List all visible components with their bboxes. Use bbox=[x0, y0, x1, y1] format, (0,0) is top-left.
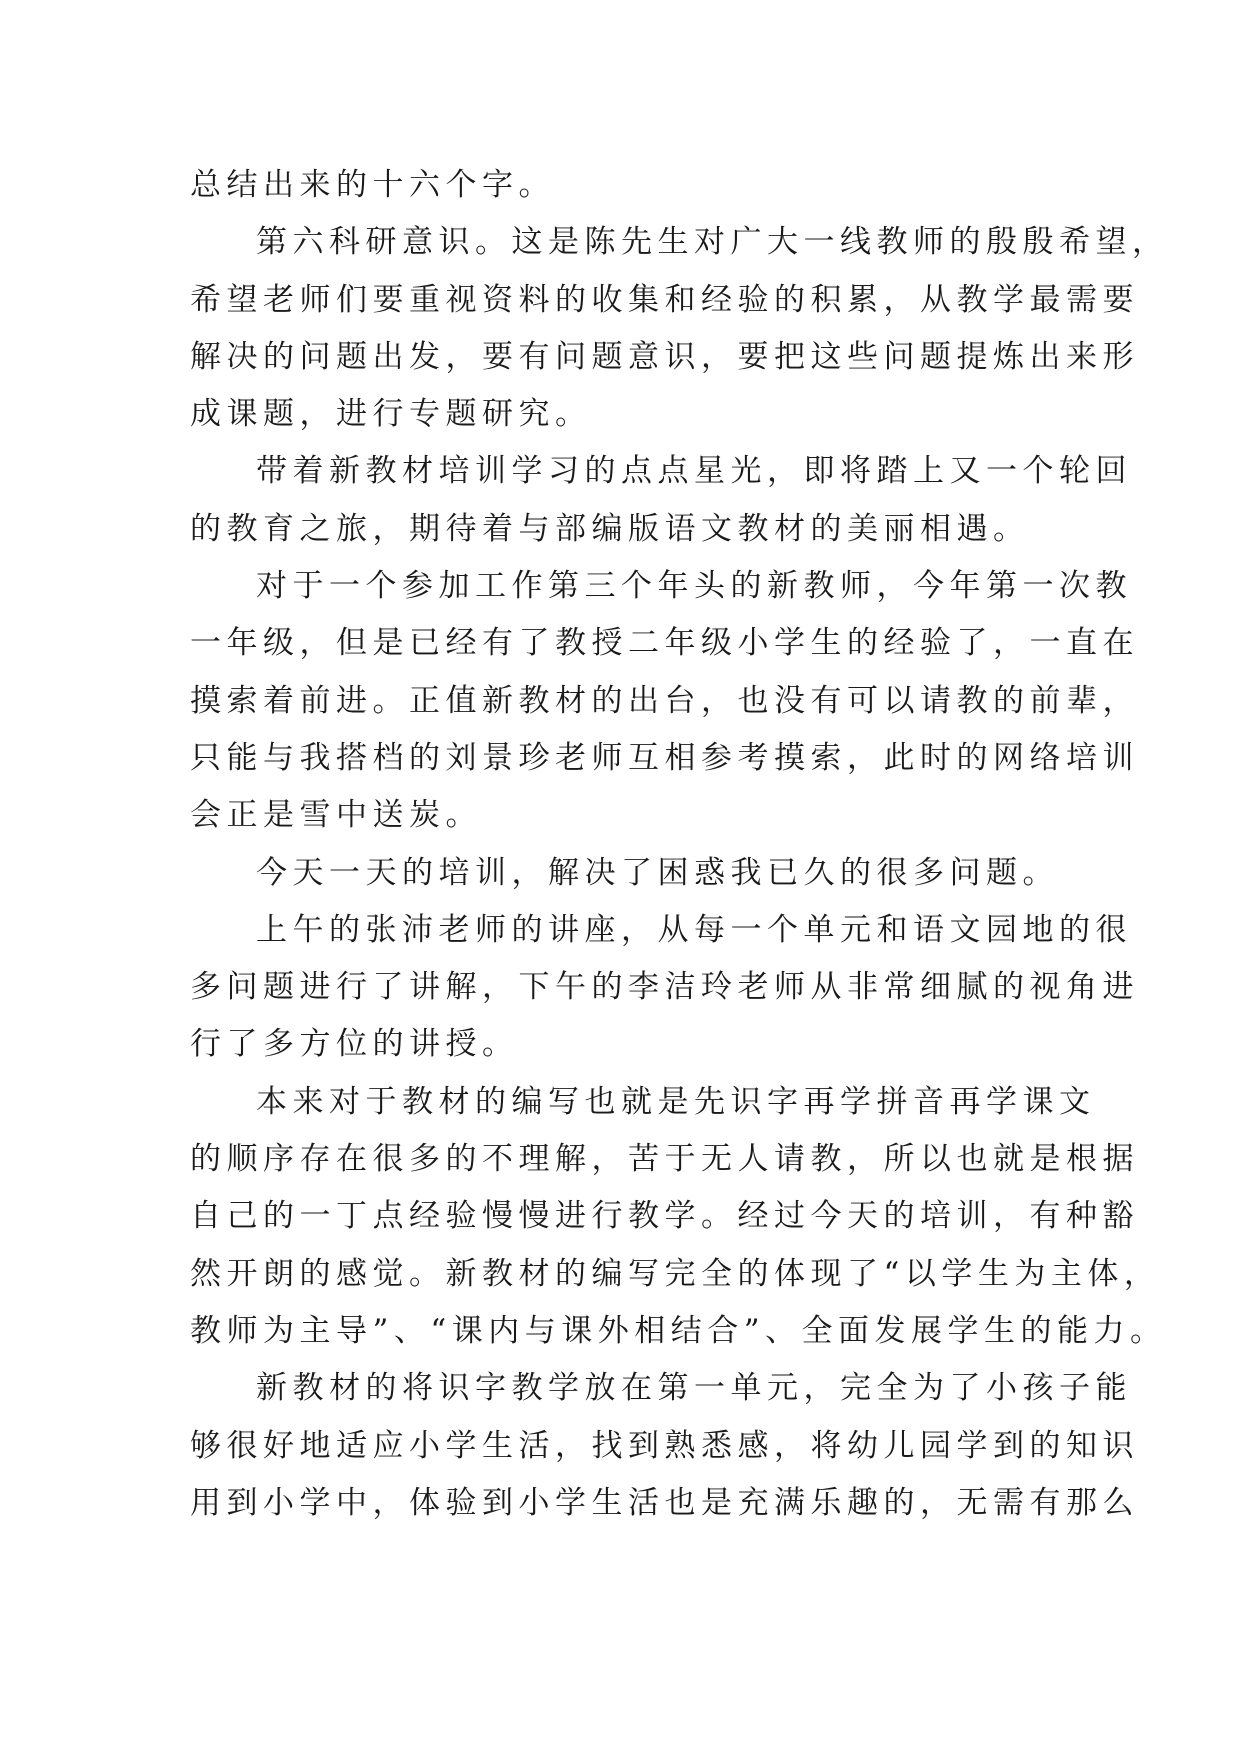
text-line: 会正是雪中送炭。 bbox=[190, 797, 482, 834]
text-line: 的教育之旅，期待着与部编版语文教材的美丽相遇。 bbox=[190, 510, 1030, 547]
document-body bbox=[190, 157, 1169, 1532]
text-line: 新教材的将识字教学放在第一单元，完全为了小孩子能 bbox=[256, 1370, 1132, 1407]
text-line: 第六科研意识。这是陈先生对广大一线教师的殷殷希望， bbox=[256, 224, 1169, 261]
text-line: 的顺序存在很多的不理解，苦于无人请教，所以也就是根据 bbox=[190, 1141, 1139, 1178]
text-line: 用到小学中，体验到小学生活也是充满乐趣的，无需有那么 bbox=[190, 1484, 1139, 1521]
text-line: 教师为主导”、“课内与课外相结合”、全面发展学生的能力。 bbox=[190, 1312, 1167, 1349]
text-line: 上午的张沛老师的讲座，从每一个单元和语文园地的很 bbox=[256, 911, 1132, 948]
text-line: 自己的一丁点经验慢慢进行教学。经过今天的培训，有种豁 bbox=[190, 1198, 1139, 1235]
text-line: 行了多方位的讲授。 bbox=[190, 1026, 519, 1063]
text-line: 本来对于教材的编写也就是先识字再学拼音再学课文 bbox=[256, 1083, 1096, 1120]
text-line: 希望老师们要重视资料的收集和经验的积累，从教学最需要 bbox=[190, 281, 1139, 318]
text-line: 总结出来的十六个字。 bbox=[190, 167, 555, 203]
text-line: 一年级，但是已经有了教授二年级小学生的经验了，一直在 bbox=[190, 625, 1139, 662]
text-line: 摸索着前进。正值新教材的出台，也没有可以请教的前辈， bbox=[190, 682, 1139, 719]
text-line: 够很好地适应小学生活，找到熟悉感，将幼儿园学到的知识 bbox=[190, 1427, 1139, 1464]
text-line: 多问题进行了讲解，下午的李洁玲老师从非常细腻的视角进 bbox=[190, 969, 1139, 1006]
text-line: 成课题，进行专题研究。 bbox=[190, 396, 592, 433]
text-line: 解决的问题出发，要有问题意识，要把这些问题提炼出来形 bbox=[190, 338, 1139, 375]
text-line: 对于一个参加工作第三个年头的新教师，今年第一次教 bbox=[256, 568, 1132, 605]
text-line: 今天一天的培训，解决了困惑我已久的很多问题。 bbox=[256, 854, 1059, 891]
text-line: 然开朗的感觉。新教材的编写完全的体现了“以学生为主体， bbox=[190, 1255, 1161, 1292]
text-line: 带着新教材培训学习的点点星光，即将踏上又一个轮回 bbox=[256, 453, 1132, 490]
text-line: 只能与我搭档的刘景珍老师互相参考摸索，此时的网络培训 bbox=[190, 739, 1139, 776]
